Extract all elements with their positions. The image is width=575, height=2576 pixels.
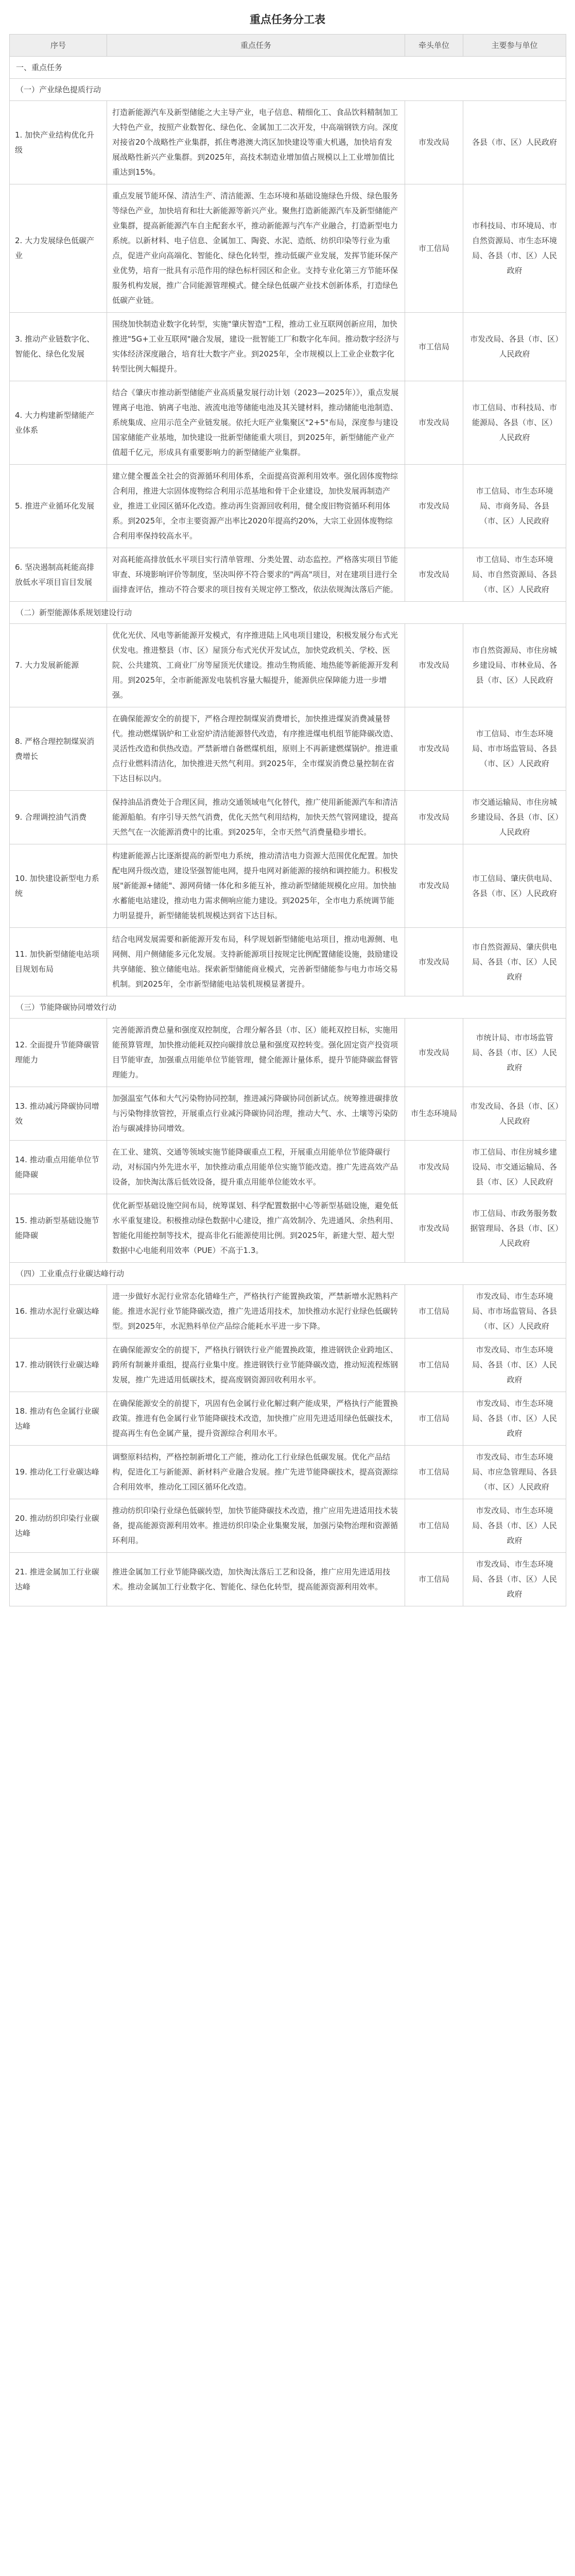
task-number: 6. 坚决遏制高耗能高排放低水平项目盲目发展	[10, 548, 107, 602]
lead-unit: 市工信局	[405, 313, 463, 381]
column-header-lead: 牵头单位	[405, 35, 463, 57]
task-description: 保持油品消费处于合理区间，推动交通领域电气化替代，推广使用新能源汽车和清洁能源船舶。有序引导天然气消费，优化天然气利用结构，加快天然气管网建设，提高天然气在一次能源消费中的比重。到2025年，全市天然气消费量稳步增长。	[107, 791, 405, 844]
column-header-task: 重点任务	[107, 35, 405, 57]
task-description: 优化新型基础设施空间布局，统筹谋划、科学配置数据中心等新型基础设施，避免低水平重复建设。积极推动绿色数据中心建设，推广高效制冷、先进通风、余热利用、智能化用能控制等技术，提高非化石能源使用比例。到2025年，新建大型、超大型数据中心电能利用效率（PUE）不高于1.3。	[107, 1194, 405, 1263]
lead-unit: 市工信局	[405, 1392, 463, 1446]
table-row	[10, 1338, 566, 1392]
table-row	[10, 624, 566, 707]
task-number: 7. 大力发展新能源	[10, 624, 107, 707]
task-number: 9. 合理调控油气消费	[10, 791, 107, 844]
subsection-heading-row	[10, 1263, 566, 1285]
lead-unit: 市生态环境局	[405, 1087, 463, 1141]
task-number: 19. 推动化工行业碳达峰	[10, 1446, 107, 1499]
participating-units: 市科技局、市环境局、市自然资源局、市生态环境局、各县（市、区）人民政府	[463, 184, 566, 313]
lead-unit: 市发改局	[405, 465, 463, 548]
table-row	[10, 1019, 566, 1087]
participating-units: 市工信局、市政务服务数据管理局、各县（市、区）人民政府	[463, 1194, 566, 1263]
subsection-heading-row	[10, 79, 566, 101]
section-heading: 一、重点任务	[10, 57, 566, 79]
table-row	[10, 1141, 566, 1194]
participating-units: 市交通运输局、市住房城乡建设局、各县（市、区）人民政府	[463, 791, 566, 844]
task-number: 1. 加快产业结构优化升级	[10, 101, 107, 184]
column-header-no: 序号	[10, 35, 107, 57]
section-heading-row	[10, 57, 566, 79]
participating-units: 市统计局、市市场监管局、各县（市、区）人民政府	[463, 1019, 566, 1087]
table-row	[10, 1553, 566, 1606]
task-description: 在确保能源安全的前提下，严格执行钢铁行业产能置换政策，推进钢铁企业跨地区、跨所有制兼并重组，提高行业集中度。推进钢铁行业节能降碳改造，推动短流程炼钢发展，推广先进适用低碳技术，提高废钢资源回收利用水平。	[107, 1338, 405, 1392]
table-row	[10, 1087, 566, 1141]
table-row	[10, 1392, 566, 1446]
lead-unit: 市发改局	[405, 707, 463, 791]
participating-units: 市发改局、市生态环境局、市市场监管局、各县（市、区）人民政府	[463, 1285, 566, 1338]
table-row	[10, 844, 566, 928]
table-row	[10, 1285, 566, 1338]
lead-unit: 市工信局	[405, 1285, 463, 1338]
participating-units: 市工信局、市住房城乡建设局、市交通运输局、各县（市、区）人民政府	[463, 1141, 566, 1194]
table-row	[10, 1446, 566, 1499]
participating-units: 市工信局、市生态环境局、市商务局、各县（市、区）人民政府	[463, 465, 566, 548]
lead-unit: 市发改局	[405, 101, 463, 184]
task-description: 结合《肇庆市推动新型储能产业高质量发展行动计划（2023—2025年）》，重点发展锂离子电池、钠离子电池、液流电池等储能电池及其关键材料，推动储能电池制造、系统集成、应用示范全产业链发展。依托大旺产业集聚区"2+5"布局，深度参与建设国家储能产业基地，加快建设一批新型储能重大项目，到2025年，新型储能产业产值超千亿元，形成具有重要影响力的新型储能产业集群。	[107, 381, 405, 465]
task-number: 12. 全面提升节能降碳管理能力	[10, 1019, 107, 1087]
task-description: 构建新能源占比逐渐提高的新型电力系统，推动清洁电力资源大范围优化配置。加快配电网升级改造，建设坚强智能电网，提升电网对新能源的接纳和调控能力。积极发展"新能源+储能"、源网荷储一体化和多能互补，推动新型储能规模化应用。加快抽水蓄能电站建设，推动电力需求侧响应能力建设。到2025年，全市电力系统调节能力明显提升，新型储能装机规模达到省下达目标。	[107, 844, 405, 928]
subsection-heading: （二）新型能源体系规划建设行动	[10, 602, 566, 624]
table-row	[10, 548, 566, 602]
participating-units: 市发改局、市生态环境局、各县（市、区）人民政府	[463, 1338, 566, 1392]
table-row	[10, 101, 566, 184]
table-row	[10, 184, 566, 313]
task-description: 打造新能源汽车及新型储能之大主导产业，电子信息、精细化工、食品饮料精制加工大特色产业，按照产业数智化、绿色化、金属加工二次开发，中高端钢铁方向。深度对接省20个战略性产业集群，抓住粤港澳大湾区加快建设等重大机遇，加快培育发展战略性新兴产业集群。到2025年，高技术制造业增加值占规模以上工业增加值比重达到15%。	[107, 101, 405, 184]
participating-units: 市工信局、市生态环境局、市自然资源局、各县（市、区）人民政府	[463, 548, 566, 602]
table-row	[10, 1499, 566, 1553]
task-number: 8. 严格合理控制煤炭消费增长	[10, 707, 107, 791]
task-description: 在确保能源安全的前提下，严格合理控制煤炭消费增长，加快推进煤炭消费减量替代。推动燃煤锅炉和工业窑炉清洁能源替代改造，有序推进煤电机组节能降碳改造、灵活性改造和供热改造。严禁新增自备燃煤机组，原则上不再新建燃煤锅炉。推进重点行业燃料清洁化，加快推进天然气利用。到2025年，全市煤炭消费总量控制在省下达目标以内。	[107, 707, 405, 791]
table-row	[10, 313, 566, 381]
lead-unit: 市工信局	[405, 1499, 463, 1553]
lead-unit: 市发改局	[405, 548, 463, 602]
task-description: 优化光伏、风电等新能源开发模式，有序推进陆上风电项目建设，积极发展分布式光伏发电。推进整县（市、区）屋顶分布式光伏开发试点，加快党政机关、学校、医院、公共建筑、工商业厂房等屋顶光伏建设。推动生物质能、地热能等新能源开发利用。到2025年，全市新能源发电装机容量大幅提升，能源供应保障能力进一步增强。	[107, 624, 405, 707]
task-description: 结合电网发展需要和新能源开发布局，科学规划新型储能电站项目，推动电源侧、电网侧、用户侧储能多元化发展。支持新能源项目按规定比例配置储能设施，鼓励建设共享储能、独立储能电站。探索新型储能商业模式，完善新型储能参与电力市场交易机制。到2025年，全市新型储能电站装机规模显著提升。	[107, 928, 405, 996]
participating-units: 市发改局、各县（市、区）人民政府	[463, 313, 566, 381]
task-number: 20. 推动纺织印染行业碳达峰	[10, 1499, 107, 1553]
task-description: 对高耗能高排放低水平项目实行清单管理、分类处置、动态监控。严格落实项目节能审查、环境影响评价等制度，坚决叫停不符合要求的"两高"项目，对在建项目进行全面排查评估，推动不符合要求的项目按有关规定停工整改，依法依规淘汰落后产能。	[107, 548, 405, 602]
participating-units: 市发改局、市生态环境局、各县（市、区）人民政府	[463, 1392, 566, 1446]
table-row	[10, 928, 566, 996]
table-row	[10, 707, 566, 791]
lead-unit: 市发改局	[405, 844, 463, 928]
task-description: 围绕加快制造业数字化转型，实施"肇庆智造"工程，推动工业互联网创新应用，加快推进"5G+工业互联网"融合发展，建设一批智能工厂和数字化车间。推动数字经济与实体经济深度融合，培育壮大数字产业。到2025年，全市规模以上工业企业数字化转型比例大幅提升。	[107, 313, 405, 381]
participating-units: 市工信局、肇庆供电局、各县（市、区）人民政府	[463, 844, 566, 928]
lead-unit: 市工信局	[405, 184, 463, 313]
subsection-heading-row	[10, 996, 566, 1019]
table-row	[10, 465, 566, 548]
column-header-part: 主要参与单位	[463, 35, 566, 57]
task-description: 在工业、建筑、交通等领域实施节能降碳重点工程，开展重点用能单位节能降碳行动，对标国内外先进水平，加快推动重点用能单位实施节能改造。推广先进高效产品设备，加快淘汰落后低效设备，提升重点用能单位能效水平。	[107, 1141, 405, 1194]
lead-unit: 市工信局	[405, 1446, 463, 1499]
participating-units: 市发改局、市生态环境局、市应急管理局、各县（市、区）人民政府	[463, 1446, 566, 1499]
table-row	[10, 791, 566, 844]
lead-unit: 市发改局	[405, 791, 463, 844]
subsection-heading: （一）产业绿色提质行动	[10, 79, 566, 101]
task-description: 加强温室气体和大气污染物协同控制，推进减污降碳协同创新试点。统筹推进碳排放与污染物排放管控，开展重点行业减污降碳协同治理，推动大气、水、土壤等污染防治与碳减排协同增效。	[107, 1087, 405, 1141]
subsection-heading: （三）节能降碳协同增效行动	[10, 996, 566, 1019]
task-description: 调整原料结构，严格控制新增化工产能，推动化工行业绿色低碳发展。优化产品结构，促进化工与新能源、新材料产业融合发展。推广先进节能降碳技术，提高资源综合利用效率，推动化工园区循环化改造。	[107, 1446, 405, 1499]
lead-unit: 市发改局	[405, 1019, 463, 1087]
task-number: 18. 推动有色金属行业碳达峰	[10, 1392, 107, 1446]
subsection-heading-row	[10, 602, 566, 624]
task-number: 13. 推动减污降碳协同增效	[10, 1087, 107, 1141]
task-number: 5. 推进产业循环化发展	[10, 465, 107, 548]
task-number: 4. 大力构建新型储能产业体系	[10, 381, 107, 465]
task-description: 进一步做好水泥行业常态化错峰生产，严格执行产能置换政策，严禁新增水泥熟料产能。推进水泥行业节能降碳改造，推广先进适用技术，加快推动水泥行业绿色低碳转型。到2025年，水泥熟料单位产品综合能耗水平进一步下降。	[107, 1285, 405, 1338]
lead-unit: 市发改局	[405, 928, 463, 996]
participating-units: 市发改局、市生态环境局、各县（市、区）人民政府	[463, 1499, 566, 1553]
participating-units: 各县（市、区）人民政府	[463, 101, 566, 184]
task-number: 10. 加快建设新型电力系统	[10, 844, 107, 928]
lead-unit: 市发改局	[405, 1141, 463, 1194]
task-description: 推进金属加工行业节能降碳改造，加快淘汰落后工艺和设备，推广应用先进适用技术。推动金属加工行业数字化、智能化、绿色化转型，提高能源资源利用效率。	[107, 1553, 405, 1606]
table-body	[10, 57, 566, 1606]
task-description: 在确保能源安全的前提下，巩固有色金属行业化解过剩产能成果，严格执行产能置换政策。推进有色金属行业节能降碳技术改造，加快推广应用先进适用绿色低碳技术，提高再生有色金属产量，提升资源综合利用水平。	[107, 1392, 405, 1446]
participating-units: 市发改局、市生态环境局、各县（市、区）人民政府	[463, 1553, 566, 1606]
participating-units: 市发改局、各县（市、区）人民政府	[463, 1087, 566, 1141]
task-number: 2. 大力发展绿色低碳产业	[10, 184, 107, 313]
task-number: 21. 推进金属加工行业碳达峰	[10, 1553, 107, 1606]
lead-unit: 市发改局	[405, 381, 463, 465]
task-description: 推动纺织印染行业绿色低碳转型，加快节能降碳技术改造，推广应用先进适用技术装备，提高能源资源利用效率。推进纺织印染企业集聚发展，加强污染物治理和资源循环利用。	[107, 1499, 405, 1553]
lead-unit: 市工信局	[405, 1338, 463, 1392]
task-description: 建立健全覆盖全社会的资源循环利用体系，全面提高资源利用效率。强化固体废物综合利用，推进大宗固体废物综合利用示范基地和骨干企业建设，加快发展再制造产业，推进工业园区循环化改造。推动再生资源回收利用，健全废旧物资循环利用体系。到2025年，全市主要资源产出率比2020年提高约20%，大宗工业固体废物综合利用率保持较高水平。	[107, 465, 405, 548]
lead-unit: 市工信局	[405, 1553, 463, 1606]
task-number: 17. 推动钢铁行业碳达峰	[10, 1338, 107, 1392]
table-row	[10, 381, 566, 465]
participating-units: 市自然资源局、肇庆供电局、各县（市、区）人民政府	[463, 928, 566, 996]
lead-unit: 市发改局	[405, 624, 463, 707]
task-description: 重点发展节能环保、清洁生产、清洁能源、生态环境和基础设施绿色升级、绿色服务等绿色产业，加快培育和壮大新能源等新兴产业。聚焦打造新能源汽车及新型储能产业集群，提高新能源汽车自主配套水平，推动新能源与汽车产业融合，打造新型电力系统。以新材料、电子信息、金属加工、陶瓷、水泥、造纸、纺织印染等行业为重点，促进产业向高端化、智能化、绿色化转型，推动低碳产业发展，发挥节能环保产业优势，培育一批具有示范作用的绿色标杆园区和企业。支持专业化第三方节能环保服务机构发展，推广合同能源管理模式。健全绿色低碳产业技术创新体系，打造绿色低碳产业链。	[107, 184, 405, 313]
participating-units: 市工信局、市科技局、市能源局、各县（市、区）人民政府	[463, 381, 566, 465]
task-number: 16. 推动水泥行业碳达峰	[10, 1285, 107, 1338]
participating-units: 市自然资源局、市住房城乡建设局、市林业局、各县（市、区）人民政府	[463, 624, 566, 707]
lead-unit: 市发改局	[405, 1194, 463, 1263]
task-description: 完善能源消费总量和强度双控制度，合理分解各县（市、区）能耗双控目标，实施用能预算管理，加快推动能耗双控向碳排放总量和强度双控转变。强化固定资产投资项目节能审查，加强重点用能单位节能管理，健全能源计量体系，提升节能降碳监督管理能力。	[107, 1019, 405, 1087]
task-number: 11. 加快新型储能电站项目规划布局	[10, 928, 107, 996]
task-number: 14. 推动重点用能单位节能降碳	[10, 1141, 107, 1194]
table-header-row	[10, 35, 566, 57]
participating-units: 市工信局、市生态环境局、市市场监管局、各县（市、区）人民政府	[463, 707, 566, 791]
subsection-heading: （四）工业重点行业碳达峰行动	[10, 1263, 566, 1285]
task-table	[9, 34, 566, 1606]
document-title: 重点任务分工表	[250, 13, 325, 26]
table-row	[10, 1194, 566, 1263]
task-number: 15. 推动新型基础设施节能降碳	[10, 1194, 107, 1263]
task-number: 3. 推动产业链数字化、智能化、绿色化发展	[10, 313, 107, 381]
